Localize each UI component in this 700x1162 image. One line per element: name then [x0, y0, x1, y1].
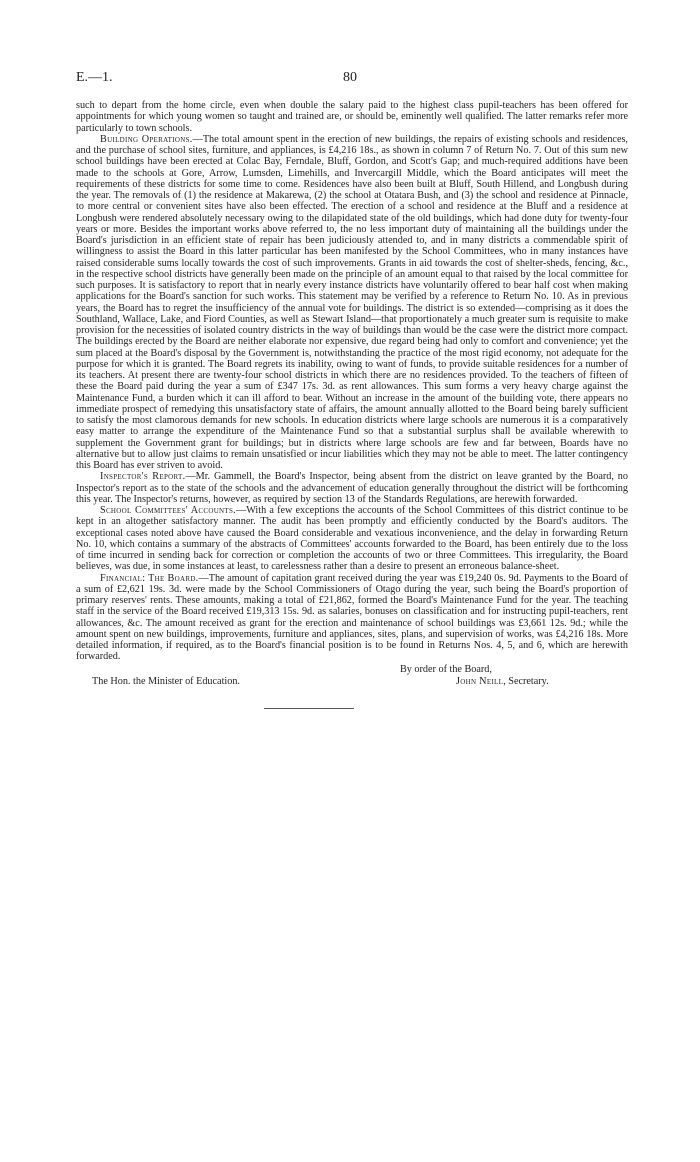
- secretary-title: , Secretary.: [503, 675, 549, 687]
- paragraph-text: —The total amount spent in the erection of new buildings, the repairs of existing schools and residences, and the purchase of school sites, furniture, and appliances, is £4,216 18s., as shown in column 7 of Return No. 7. Out of this sum new school buildings have been erected at Colac Bay, Ferndale, Bluff, Gordon, and Scott's Gap; and much-required additions have been made to the schools at Gore, Arrow, Lumsden, Limehills, and Invercargill Middle, which the Board anticipates will meet the requirements of these districts for some time to come. Residences have also been built at Bluff, South Hillend, and Longbush during the year. The removals of (1) the residence at Makarewa, (2) the school at Otatara Bush, and (3) the school and residence at Pinnacle, to more central or convenient sites have also been effected. The erection of a school and residence at the Bluff and a residence at Longbush were rendered absolutely necessary owing to the dilapidated state of the old buildings, which had done duty for twenty-four years or more. Besides the important works above referred to, the no less important duty of maintaining all the buildings under the Board's jurisdiction in an efficient state of repair has been judiciously attended to, and in many districts a commendable spirit of willingness to assist the Board in this latter particular has been manifested by the School Committees, who in many instances have raised considerable sums locally towards the cost of such improvements. Grants in aid towards the cost of shelter-sheds, fencing, &c., in the respective school districts have generally been made on the principle of an amount equal to that raised by the local committee for such purposes. It is satisfactory to report that in nearly every instance districts have voluntarily offered to bear half cost when making applications for the Board's sanction for such works. This statement may be verified by a reference to Return No. 10. As in previous years, the Board has to regret the insufficiency of the annual vote for buildings. The district is so extended—comprising as it does the Southland, Wallace, Lake, and Fiord Counties, as well as Stewart Island—that proportionately a much greater sum is requisite to make provision for the necessities of isolated country districts in the way of buildings than would be the case were the district more compact. The buildings erected by the Board are neither elaborate nor expensive, due regard being had only to comfort and convenience; yet the sum placed at the Board's disposal by the Government is, notwithstanding the practice of the most rigid economy, not adequate for the purpose for which it is granted. The Board regrets its inability, owing to want of funds, to provide suitable residences for a number of its teachers. At present there are twenty-four school districts in which there are no residences provided. To the teachers of fifteen of these the Board paid during the year a sum of £347 17s. 3d. as rent allowances. This sum forms a very heavy charge against the Maintenance Fund, a burden which it can ill afford to bear. Without an increase in the amount of the building vote, there appears no immediate prospect of remedying this unsatisfactory state of affairs, the amount annually allotted to the Board being barely sufficient to satisfy the most clamorous demands for new schools. In education districts where large schools are numerous it is a comparatively easy matter to arrange the expenditure of the Maintenance Fund so that a substantial surplus shall be available wherewith to supplement the Government grant for buildings; but in districts where large schools are few and far between, Boards have no alternative but to allow just claims to remain unsatisfied or incur liabilities which they may not be able to meet. The latter contingency this Board has ever striven to avoid.: [76, 133, 628, 471]
- secretary-name: John Neill: [456, 675, 504, 687]
- signature-block: [76, 664, 628, 694]
- paragraph-text: such to depart from the home circle, even when double the salary paid to the highest class pupil-teachers has been offered for appointments for which young women so taught and trained are, or should be, eminently well qualified. The latter remarks refer more particularly to town schools.: [76, 100, 628, 134]
- paragraph-continuation: [76, 100, 628, 134]
- paragraph-heading: Inspector's Report.: [100, 471, 186, 483]
- paragraph-heading: School Committees' Accounts.: [100, 505, 237, 516]
- paragraph-heading: Building Operations.: [100, 133, 193, 145]
- page-number: 80: [343, 70, 357, 85]
- document-body: [76, 100, 628, 694]
- addressee: The Hon. the Minister of Education.: [92, 675, 240, 687]
- paragraph-heading: Financial: The Board.: [100, 572, 199, 584]
- by-order-line: By order of the Board,: [400, 663, 492, 675]
- paragraph-text: —With a few exceptions the accounts of the School Committees of this district continue to be kept in an altogether satisfactory manner. The audit has been promptly and efficiently conducted by the Board's auditors. The exceptional cases noted above have caused the Board considerable and vexatious inconvenience, and the delay in forwarding Return No. 10, which contains a summary of the abstracts of Committees' accounts forwarded to the Board, has been entirely due to the loss of time incurred in sending back for correction or completion the accounts of two or three Committees. This irregularity, the Board believes, was due, in some instances at least, to carelessness rather than a desire to present an erroneous balance-sheet.: [76, 505, 628, 573]
- secretary-signature: [456, 676, 549, 687]
- paragraph-text: —Mr. Gammell, the Board's Inspector, being absent from the district on leave granted by the Board, no Inspector's report as to the state of the schools and the advancement of education generally throughout the district will be forthcoming this year. The Inspector's returns, however, as required by section 13 of the Standards Regulations, are herewith forwarded.: [76, 471, 628, 505]
- paragraph-financial: [76, 573, 628, 663]
- section-code: E.—1.: [76, 70, 113, 85]
- closing-rule: [264, 708, 354, 709]
- paragraph-inspectors-report: [76, 471, 628, 505]
- paragraph-committees-accounts: [76, 505, 628, 573]
- paragraph-building-operations: [76, 134, 628, 472]
- paragraph-text: —The amount of capitation grant received during the year was £19,240 0s. 9d. Payments to the Board of a sum of £2,621 19s. 3d. were made by the School Commissioners of Otago during the year, such being the Board's proportion of primary reserves' rents. These amounts, making a total of £21,862, formed the Board's Maintenance Fund for the year. The teaching staff in the service of the Board received £19,313 15s. 9d. as salaries, bonuses on classification and for instructing pupil-teachers, rent allowances, &c. The amount received as grant for the erection and maintenance of school buildings was £3,661 12s. 9d.; while the amount spent on new buildings, improvements, furniture and appliances, sites, plans, and supervision of works, was £4,216 18s. More detailed information, if required, as to the Board's financial position is to be found in Returns Nos. 4, 5, and 6, which are herewith forwarded.: [76, 572, 628, 663]
